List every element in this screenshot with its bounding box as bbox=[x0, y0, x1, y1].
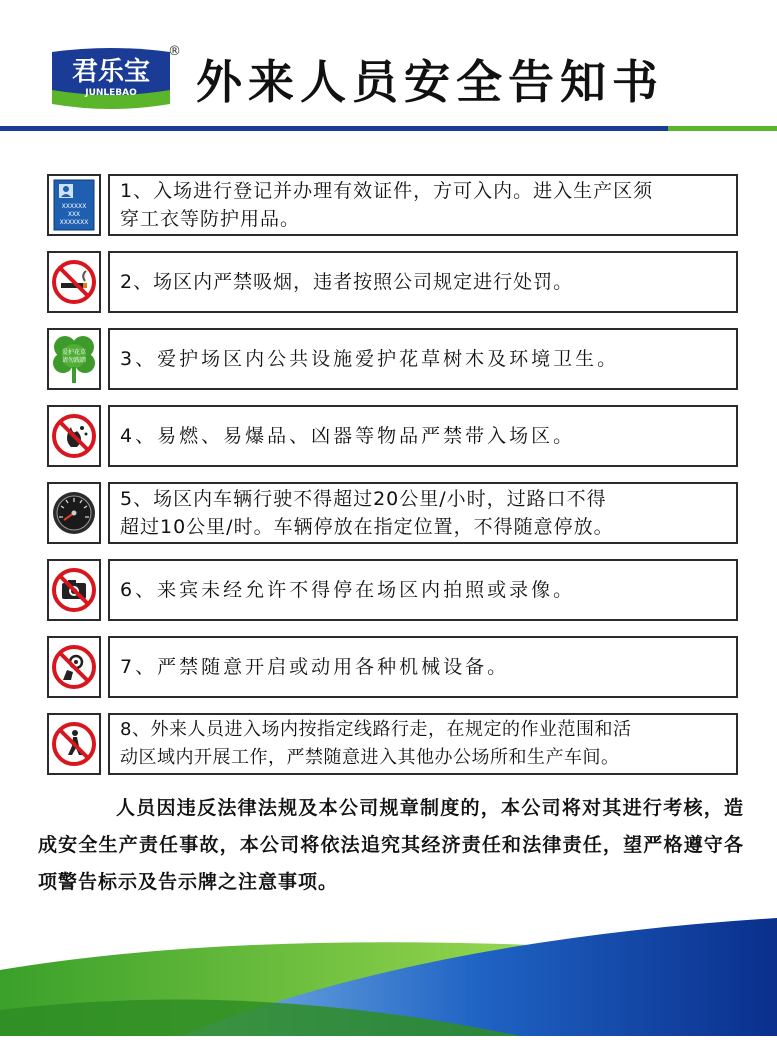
registered-mark: ® bbox=[168, 44, 181, 59]
speedometer-icon bbox=[47, 482, 101, 544]
rule-row-3 bbox=[47, 328, 737, 392]
svg-text:爱护花草: 爱护花草 bbox=[61, 349, 87, 356]
rule-row-8 bbox=[47, 713, 737, 777]
brand-name-en: JUNLEBAO bbox=[85, 88, 137, 98]
rule-text-4: 4、易燃、易爆品、凶器等物品严禁带入场区。 bbox=[108, 405, 738, 467]
rule-text-2: 2、场区内严禁吸烟，违者按照公司规定进行处罚。 bbox=[108, 251, 738, 313]
rule-text-3: 3、爱护场区内公共设施爱护花草树木及环境卫生。 bbox=[108, 328, 738, 390]
header-divider bbox=[0, 126, 777, 131]
rule-row-1 bbox=[47, 174, 737, 238]
rule-text-7: 7、严禁随意开启或动用各种机械设备。 bbox=[108, 636, 738, 698]
id-badge-icon bbox=[47, 174, 101, 236]
no-photography-icon bbox=[47, 559, 101, 621]
rule-text-6: 6、来宾未经允许不得停在场区内拍照或录像。 bbox=[108, 559, 738, 621]
rule-text-5: 5、场区内车辆行驶不得超过20公里/小时，过路口不得 超过10公里/时。车辆停放在指定位置，不得随意停放。 bbox=[108, 482, 738, 544]
svg-text:XXXXXXX: XXXXXXX bbox=[59, 219, 89, 226]
no-flammables-icon bbox=[47, 405, 101, 467]
liability-notice: 人员因违反法律法规及本公司规章制度的，本公司将对其进行考核，造成安全生产责任事故，本公司将依法追究其经济责任和法律责任，望严格遵守各项警告标示及告示牌之注意事项。 bbox=[38, 797, 744, 893]
protect-plants-icon bbox=[47, 328, 101, 390]
rule-row-5 bbox=[47, 482, 737, 546]
svg-text:XXXXXX: XXXXXX bbox=[61, 203, 87, 210]
rule-text-8: 8、外来人员进入场内按指定线路行走，在规定的作业范围和活 动区域内开展工作，严禁随意进入其他办公场所和生产车间。 bbox=[108, 713, 738, 775]
bottom-wave-decoration bbox=[0, 900, 777, 1036]
brand-logo bbox=[48, 46, 174, 110]
svg-text:XXX: XXX bbox=[67, 211, 81, 218]
no-smoking-icon bbox=[47, 251, 101, 313]
rule-text-1: 1、入场进行登记并办理有效证件，方可入内。进入生产区须 穿工衣等防护用品。 bbox=[108, 174, 738, 236]
rule-row-6 bbox=[47, 559, 737, 623]
page-title: 外来人员安全告知书 bbox=[196, 55, 664, 109]
rule-row-7 bbox=[47, 636, 737, 700]
rule-row-2 bbox=[47, 251, 737, 315]
svg-text:请勿践踏: 请勿践踏 bbox=[61, 357, 87, 364]
no-operating-machinery-icon bbox=[47, 636, 101, 698]
no-trespassing-icon bbox=[47, 713, 101, 775]
brand-name-cn: 君乐宝 bbox=[71, 57, 151, 87]
rule-row-4 bbox=[47, 405, 737, 469]
